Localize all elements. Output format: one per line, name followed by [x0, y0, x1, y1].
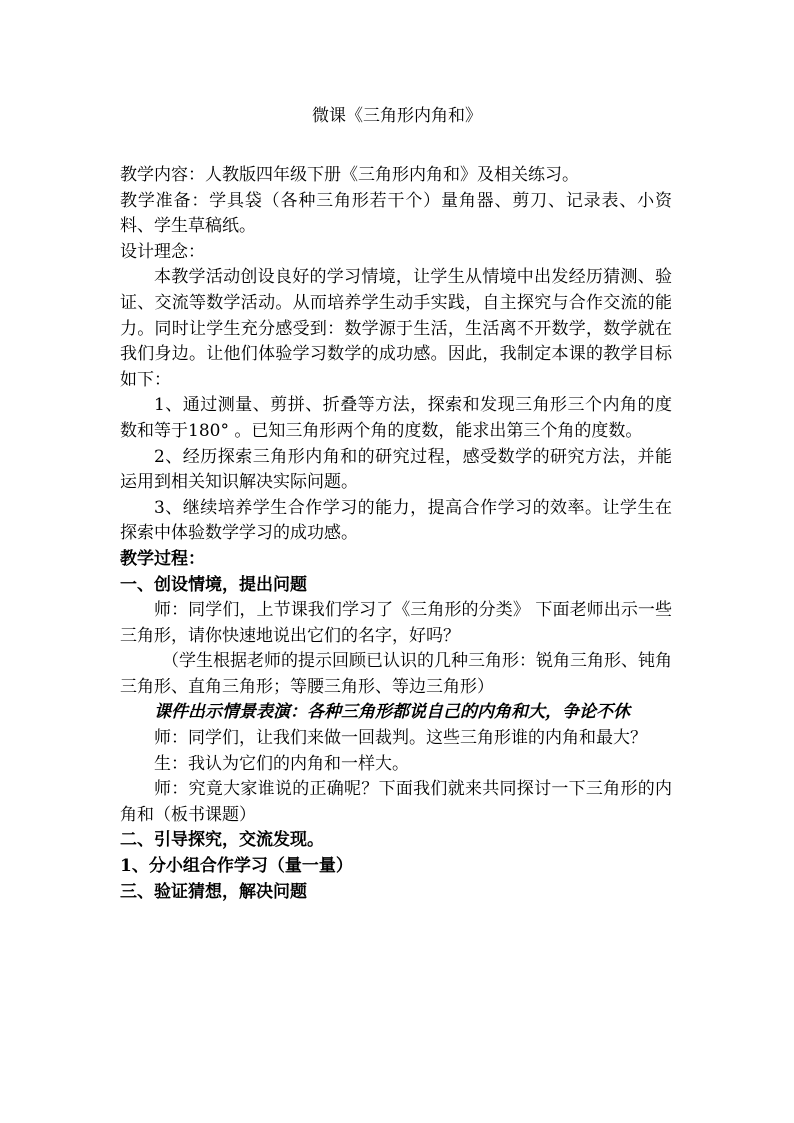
goal-item: 3、继续培养学生合作学习的能力，提高合作学习的效率。让学生在探索中体验数学学习的成功感。: [120, 497, 672, 544]
design-concept-text: 本教学活动创设良好的学习情境，让学生从情境中出发经历猜测、验证、交流等数学活动。从而培养学生动手实践，自主探究与合作交流的能力。同时让学生充分感受到：数学源于生活，生活离不开数学，数学就在我们身边。让他们体验学习数学的成功感。因此，我制定本课的教学目标如下：: [120, 267, 672, 390]
goal-item: 2、经历探索三角形内角和的研究过程，感受数学的研究方法，并能运用到相关知识解决实际问题。: [120, 446, 672, 493]
student-note: （学生根据老师的提示回顾已认识的几种三角形：锐角三角形、钝角三角形、直角三角形；等腰三角形、等边三角形）: [120, 651, 672, 697]
section1-heading: 一、创设情境，提出问题: [120, 574, 307, 595]
teaching-prep: 教学准备：学具袋（各种三角形若干个）量角器、剪刀、记录表、小资料、学生草稿纸。: [120, 190, 672, 237]
design-concept-label: 设计理念：: [120, 241, 205, 262]
teacher-line: 师：同学们，让我们来做一回裁判。这些三角形谁的内角和最大？: [154, 728, 647, 749]
student-line: 生：我认为它们的内角和一样大。: [154, 753, 409, 774]
sub1-heading: 1、分小组合作学习（量一量）: [120, 856, 353, 877]
teacher-line: 师：究竟大家谁说的正确呢？下面我们就来共同探讨一下三角形的内角和（板书课题）: [120, 779, 672, 825]
section2-heading: 二、引导探究，交流发现。: [120, 830, 324, 851]
courseware-note: 课件出示情景表演：各种三角形都说自己的内角和大，争论不休: [154, 702, 630, 723]
teaching-content: 教学内容：人教版四年级下册《三角形内角和》及相关练习。: [120, 165, 579, 185]
document-body: [120, 163, 672, 905]
teacher-line: 师：同学们，上节课我们学习了《三角形的分类》 下面老师出示一些三角形，请你快速地说出它们的名字，好吗？: [120, 600, 672, 646]
process-label: 教学过程：: [120, 548, 205, 569]
document-title: 微课《三角形内角和》: [312, 106, 482, 126]
goal-item: 1、通过测量、剪拼、折叠等方法，探索和发现三角形三个内角的度数和等于180° 。已知三角形两个角的度数，能求出第三个角的度数。: [120, 395, 672, 441]
section3-heading: 三、验证猜想，解决问题: [120, 881, 307, 902]
